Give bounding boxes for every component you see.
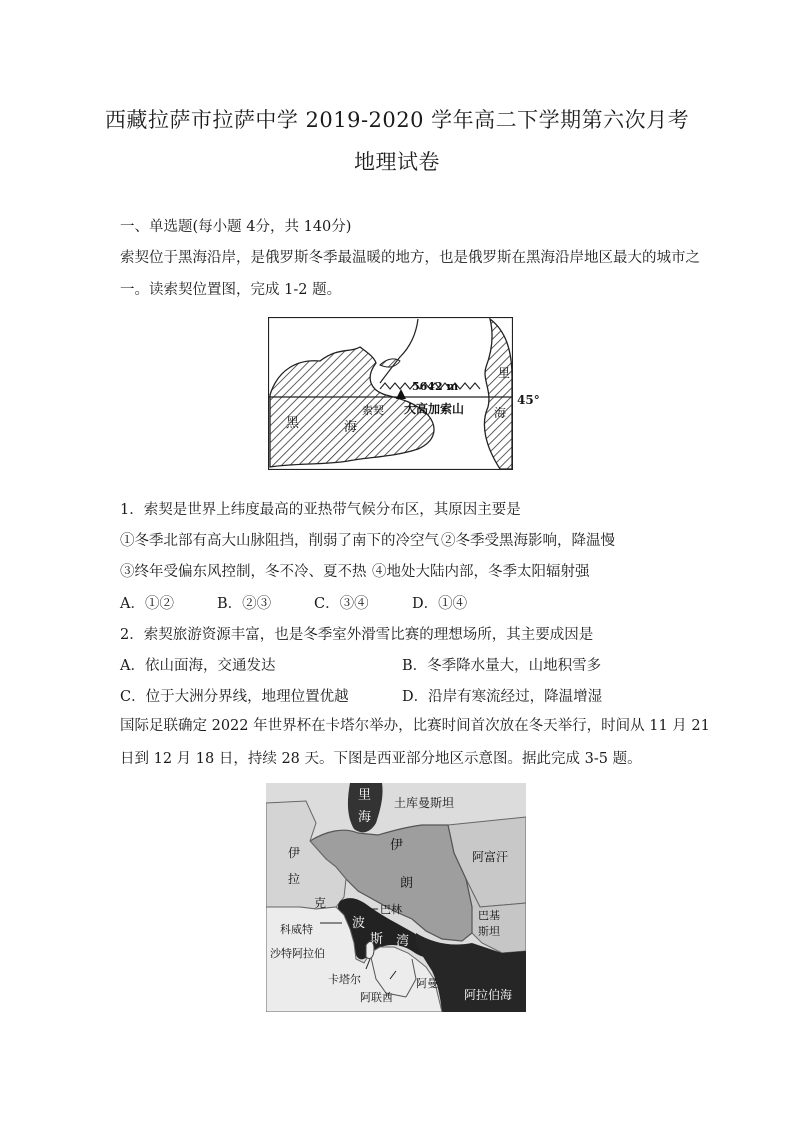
intro-paragraph-2-line-2: 日到 12 月 18 日，持续 28 天。下图是西亚部分地区示意图。据此完成 3-5 题。 (120, 751, 642, 767)
black-sea-label-1: 黑 (286, 416, 300, 431)
question-2-stem: 2．索契旅游资源丰富，也是冬季室外滑雪比赛的理想场所，其主要成因是 (120, 627, 594, 643)
caspian-label-2: 海 (358, 810, 372, 825)
q1-statement-3: ③终年受偏东风控制，冬不冷、夏不热 (120, 564, 367, 580)
sochi-location-map (268, 317, 513, 470)
q1-option-c: C．③④ (314, 596, 369, 612)
exam-subtitle: 地理试卷 (354, 150, 440, 174)
section-heading: 一、单选题(每小题 4分，共 140分) (120, 219, 352, 235)
q2-option-a: A．依山面海，交通发达 (120, 658, 276, 674)
q1-option-a: A．①② (120, 596, 174, 612)
q2-option-c: C．位于大洲分界线，地理位置优越 (120, 689, 349, 705)
q1-statement-2: ②冬季受黑海影响，降温慢 (441, 533, 615, 549)
city-label: 索契 (362, 404, 384, 417)
iraq-label-1: 伊 (288, 846, 301, 860)
q1-statement-1: ①冬季北部有高大山脉阻挡，削弱了南下的冷空气 (120, 533, 439, 549)
iran-label-1: 伊 (390, 838, 404, 853)
gulf-label-3: 湾 (396, 934, 410, 949)
gulf-label-1: 波 (352, 916, 366, 931)
q1-option-d: D．①④ (412, 596, 468, 612)
question-1-stem: 1．索契是世界上纬度最高的亚热带气候分布区，其原因主要是 (120, 502, 521, 518)
caspian-label-2: 海 (494, 406, 507, 420)
caspian-label-1: 里 (498, 366, 511, 380)
mountain-label: 大高加索山 (404, 402, 465, 416)
gulf-label-2: 斯 (370, 932, 384, 947)
q1-statement-4: ④地处大陆内部，冬季太阳辐射强 (372, 564, 590, 580)
turkmenistan-label: 土库曼斯坦 (394, 796, 455, 810)
q1-option-b: B．②③ (217, 596, 272, 612)
pakistan-label-1: 巴基 (478, 909, 500, 922)
q2-option-b: B．冬季降水量大，山地积雪多 (402, 658, 602, 674)
uae-label: 阿联酋 (360, 991, 393, 1004)
exam-title: 西藏拉萨市拉萨中学 2019-2020 学年高二下学期第六次月考 (104, 108, 690, 132)
bahrain-label: 巴林 (380, 903, 402, 916)
iran-label-2: 朗 (400, 876, 414, 891)
west-asia-map (266, 783, 526, 1012)
afghanistan-label: 阿富汗 (472, 850, 509, 864)
caspian-label-1: 里 (358, 788, 372, 803)
intro-paragraph-2-line-1: 国际足联确定 2022 年世界杯在卡塔尔举办，比赛时间首次放在冬天举行，时间从 11 月 21 (120, 718, 710, 734)
arabian-sea-label: 阿拉伯海 (464, 988, 513, 1002)
iraq-label-2: 拉 (288, 872, 301, 886)
qatar-label: 卡塔尔 (328, 973, 361, 986)
pakistan-label-2: 斯坦 (478, 925, 500, 938)
saudi-label: 沙特阿拉伯 (270, 947, 325, 960)
iraq-label-3: 克 (314, 896, 327, 910)
elevation-label: 5642 m (412, 380, 459, 393)
latitude-label: 45° (517, 393, 540, 407)
intro-paragraph-1-line-1: 索契位于黑海沿岸，是俄罗斯冬季最温暖的地方，也是俄罗斯在黑海沿岸地区最大的城市之 (120, 250, 700, 266)
q2-option-d: D．沿岸有寒流经过，降温增湿 (402, 689, 603, 705)
oman-label: 阿曼 (416, 977, 438, 990)
black-sea-label-2: 海 (344, 420, 358, 435)
intro-paragraph-1-line-2: 一。读索契位置图，完成 1-2 题。 (120, 282, 342, 298)
kuwait-label: 科威特 (280, 923, 313, 936)
